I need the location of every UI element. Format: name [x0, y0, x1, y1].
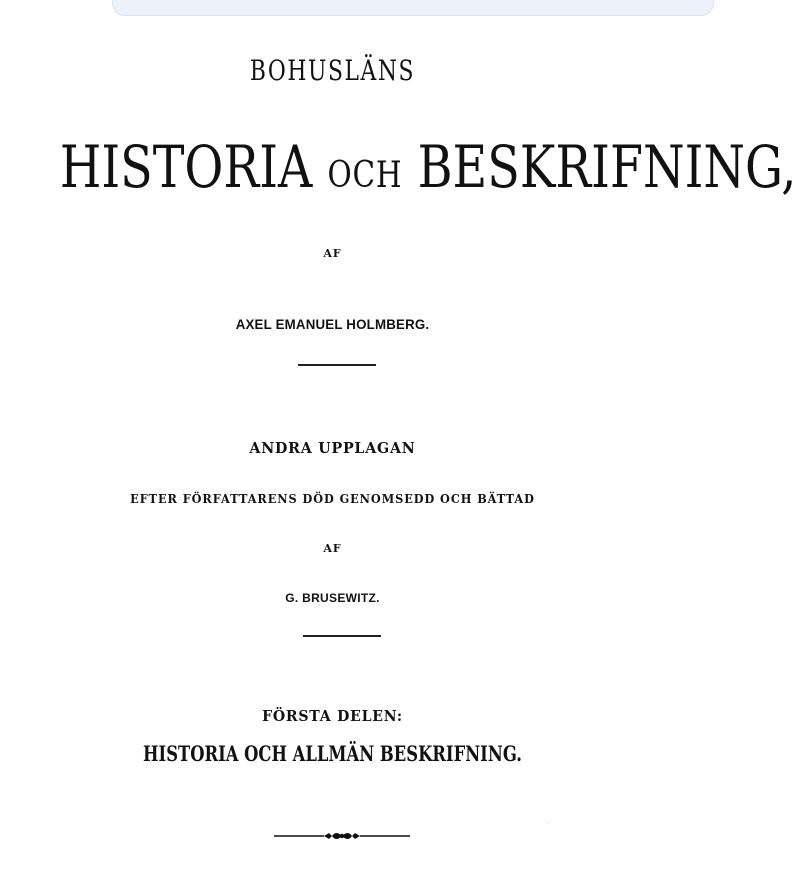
main-title-word-och: OCH	[327, 155, 403, 196]
separator-rule-2	[303, 635, 381, 637]
main-title	[59, 133, 796, 201]
editor-name: G. BRUSEWITZ.	[285, 591, 380, 605]
main-title-word-beskrifning: BESKRIFNING,	[417, 133, 796, 201]
address-bar-pill	[112, 0, 714, 16]
part-label: FÖRSTA DELEN:	[262, 707, 403, 725]
by-label-1: AF	[323, 247, 342, 260]
decorative-rule-icon	[272, 829, 412, 843]
main-title-word-historia: HISTORIA	[59, 133, 313, 201]
revision-line: EFTER FÖRFATTARENS DÖD GENOMSEDD OCH BÄTTAD	[130, 492, 535, 506]
paper-speck	[547, 822, 548, 823]
by-label-2: AF	[323, 542, 342, 555]
edition-line: ANDRA UPPLAGAN	[249, 439, 416, 457]
browser-top-strip	[0, 0, 665, 23]
author-name: AXEL EMANUEL HOLMBERG.	[235, 316, 430, 332]
part-subtitle: HISTORIA OCH ALLMÄN BESKRIFNING.	[143, 741, 522, 766]
separator-rule-1	[298, 364, 376, 366]
title-line-1: BOHUSLÄNS	[249, 54, 416, 87]
book-title-page	[0, 22, 796, 886]
